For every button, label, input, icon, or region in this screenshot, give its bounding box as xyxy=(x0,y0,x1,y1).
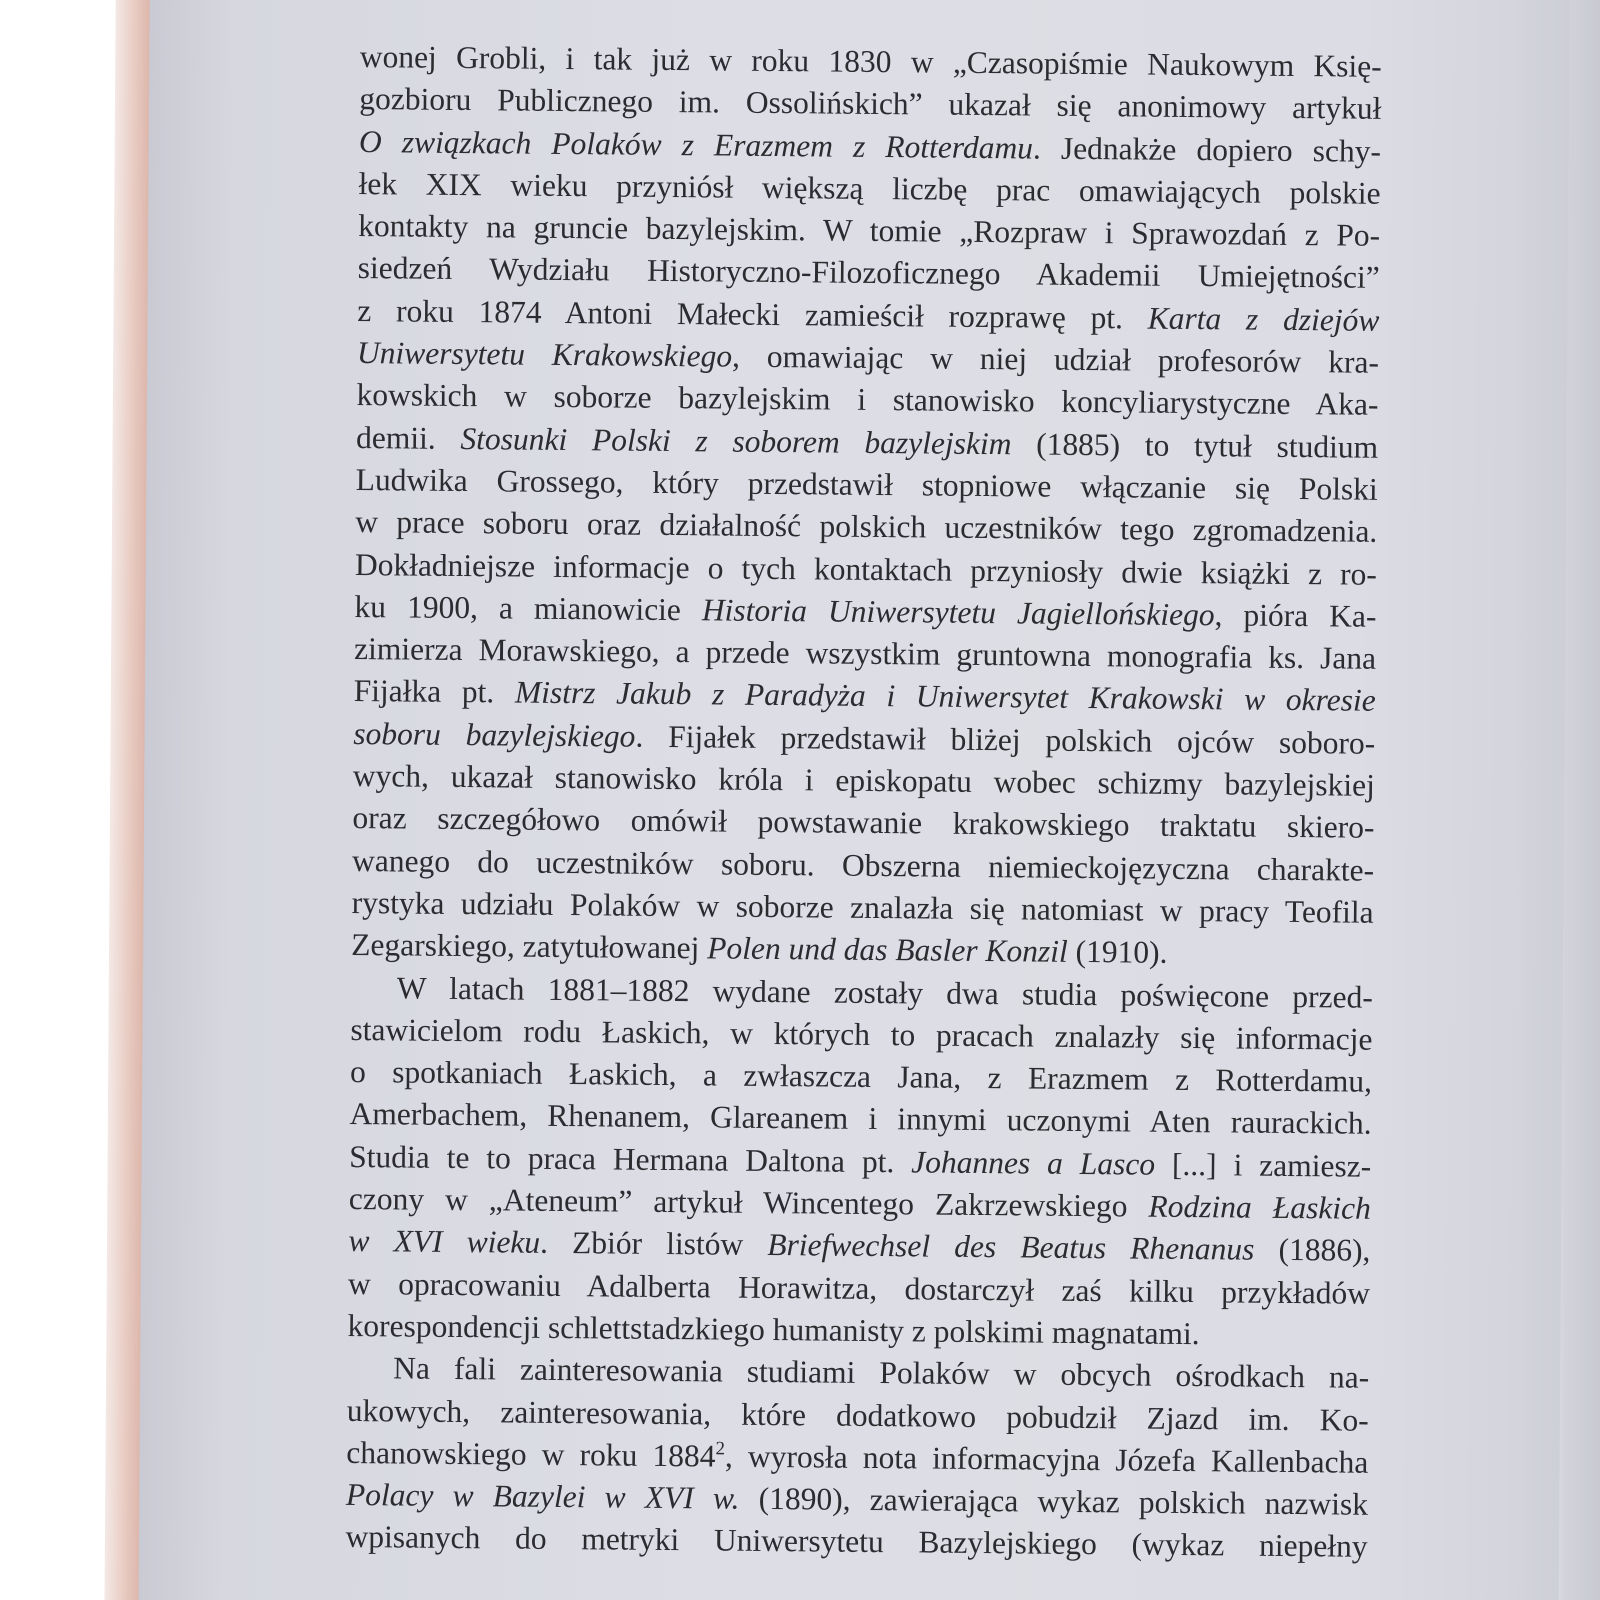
italic-title: Karta z dziejów xyxy=(1147,300,1380,338)
text-run: kowskich w soborze bazylejskim i stanowisko koncyliarystyczne Aka- xyxy=(356,377,1379,423)
italic-title: Stosunki Polski z soborem bazylejskim xyxy=(460,420,1012,461)
text-run: . Jednakże dopiero schy- xyxy=(1032,130,1382,169)
text-run: . Zbiór listów xyxy=(539,1225,768,1263)
text-run: Na fali zainteresowania studiami Polaków w obcych ośrodkach na- xyxy=(393,1350,1370,1395)
text-run: wonej Grobli, i tak już w roku 1830 w „Czasopiśmie Naukowym Księ- xyxy=(359,38,1382,84)
text-run: oraz szczegółowo omówił powstawanie krakowskiego traktatu skiero- xyxy=(352,800,1375,846)
text-run: (1890), zawierająca wykaz polskich nazwisk xyxy=(739,1480,1369,1522)
text-run: gozbioru Publicznego im. Ossolińskich” ukazał się anonimowy artykuł xyxy=(359,81,1382,127)
text-run: (1886), xyxy=(1254,1231,1371,1269)
text-run: chanowskiego w roku 1884 xyxy=(346,1434,716,1474)
text-run: ukowych, zainteresowania, które dodatkowo pobudził Zjazd im. Ko- xyxy=(346,1392,1369,1438)
text-run: z roku 1874 Antoni Małecki zamieścił rozprawę pt. xyxy=(357,292,1148,336)
text-run: siedzeń Wydziału Historyczno-Filozoficznego Akademii Umiejętności” xyxy=(357,250,1380,296)
text-run: w prace soboru oraz działalność polskich uczestników tego zgromadzenia. xyxy=(355,504,1378,550)
text-run: [...] i zamiesz- xyxy=(1154,1146,1372,1184)
text-run: o spotkaniach Łaskich, a zwłaszcza Jana, z Erazmem z Rotterdamu, xyxy=(349,1054,1373,1099)
italic-title: Polacy w Bazylei w XVI w. xyxy=(345,1477,740,1516)
text-run: zimierza Morawskiego, a przede wszystkim gruntowna monografia ks. Jana xyxy=(353,631,1377,676)
text-run: łek XIX wieku przyniósł większą liczbę prac omawiających polskie xyxy=(358,165,1381,211)
italic-title: Rodzina Łaskich xyxy=(1148,1188,1371,1226)
text-run: Ludwika Grossego, który przedstawił stopniowe włączanie się Polski xyxy=(355,461,1378,507)
text-run: Zegarskiego, zatytułowanej xyxy=(351,927,708,966)
text-run: , wyrosła nota informacyjna Józefa Kallenbacha xyxy=(724,1438,1369,1480)
text-run: . Fijałek przedstawił bliżej polskich ojców soboro- xyxy=(635,718,1376,761)
text-run: , omawiając w niej udział profesorów kra- xyxy=(731,338,1380,380)
text-run: kontakty na gruncie bazylejskim. W tomie „Rozpraw i Sprawozdań z Po- xyxy=(358,208,1381,253)
italic-title: w XVI wieku xyxy=(348,1223,541,1261)
text-run: Studia te to praca Hermana Daltona pt. xyxy=(349,1138,912,1180)
body-text xyxy=(345,36,1382,1568)
text-run: (1885) to tytuł studium xyxy=(1011,425,1379,465)
text-run: stawicielom rodu Łaskich, w których to pracach znalazły się informacje xyxy=(350,1011,1373,1057)
text-run: wanego do uczestników soboru. Obszerna niemieckojęzyczna charakte- xyxy=(351,842,1375,888)
italic-title: Uniwersytetu Krakowskiego xyxy=(356,335,733,374)
text-run: (1910). xyxy=(1067,934,1168,971)
text-run: Fijałka pt. xyxy=(353,673,516,710)
text-run: , pióra Ka- xyxy=(1214,597,1377,634)
text-run: Amerbachem, Rhenanem, Glareanem i innymi uczonymi Aten raurackich. xyxy=(349,1096,1372,1142)
text-run: rystyka udziału Polaków w soborze znalazła się natomiast w pracy Teofila xyxy=(351,884,1374,930)
italic-title: O związkach Polaków z Erazmem z Rotterdamu xyxy=(358,123,1034,166)
italic-title: Historia Uniwersytetu Jagiellońskiego xyxy=(701,592,1215,633)
italic-title: Johannes a Lasco xyxy=(911,1144,1156,1182)
text-run: W latach 1881–1882 wydane zostały dwa studia poświęcone przed- xyxy=(396,969,1373,1015)
text-run: demii. xyxy=(355,419,461,456)
text-run: wych, ukazał stanowisko króla i episkopatu wobec schizmy bazylejskiej xyxy=(352,758,1376,803)
text-run: czony w „Ateneum” artykuł Wincentego Zakrzewskiego xyxy=(348,1180,1149,1224)
text-run: w opracowaniu Adalberta Horawitza, dostarczył zaś kilku przykładów xyxy=(347,1265,1371,1311)
italic-title: Polen und das Basler Konzil xyxy=(707,930,1068,970)
text-run: korespondencji schlettstadzkiego humanisty z polskimi magnatami. xyxy=(347,1307,1200,1352)
text-run: ku 1900, a mianowicie xyxy=(354,588,703,628)
italic-title: Briefwechsel des Beatus Rhenanus xyxy=(767,1227,1255,1267)
page-shadow xyxy=(1515,0,1600,1600)
italic-title: Mistrz Jakub z Paradyża i Uniwersytet Krakowski w okresie xyxy=(514,674,1376,719)
text-run: Dokładniejsze informacje o tych kontaktach przyniosły dwie książki z ro- xyxy=(354,546,1378,592)
italic-title: soboru bazylejskiego xyxy=(353,715,636,754)
footnote-ref: 2 xyxy=(715,1437,726,1460)
text-run: wpisanych do metryki Uniwersytetu Bazylejskiego (wykaz niepełny xyxy=(345,1519,1368,1565)
